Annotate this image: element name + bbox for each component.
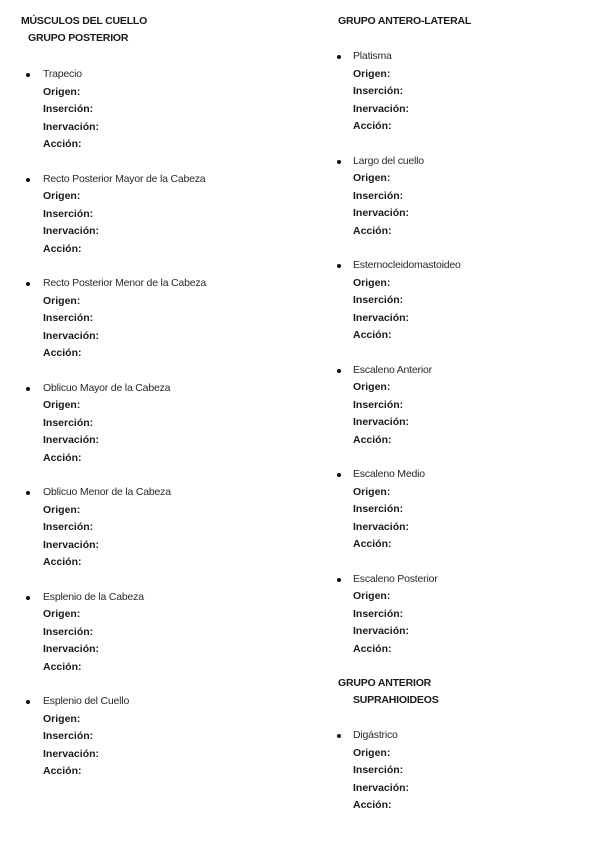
insertion-label: Inserción: (43, 521, 94, 533)
bullet-icon (26, 73, 30, 77)
muscle-name: Esternocleidomastoideo (353, 259, 461, 271)
insertion-label: Inserción: (353, 764, 404, 776)
innervation-label: Inervación: (43, 747, 100, 760)
innervation-label: Inervación: (353, 311, 410, 324)
bullet-icon (26, 491, 30, 495)
muscle-name: Trapecio (43, 68, 82, 80)
origin-label: Origen: (43, 712, 81, 725)
action-label: Acción: (353, 224, 392, 237)
innervation-label: Inervación: (353, 207, 410, 219)
origin-label: Origen: (353, 276, 391, 289)
innervation-label: Inervación: (353, 416, 410, 428)
insertion-label: Inserción: (353, 294, 404, 306)
bullet-icon (337, 578, 341, 582)
action-label: Acción: (43, 451, 82, 464)
muscle-name: Esplenio del Cuello (43, 695, 130, 707)
muscle-name: Digástrico (353, 729, 398, 741)
innervation-label: Inervación: (43, 643, 100, 655)
muscle-name: Recto Posterior Menor de la Cabeza (43, 277, 207, 289)
action-label: Acción: (43, 242, 82, 255)
innervation-label: Inervación: (353, 102, 410, 115)
muscle-name: Escaleno Posterior (353, 572, 438, 585)
action-label: Acción: (43, 765, 82, 777)
action-label: Acción: (43, 138, 82, 150)
action-label: Acción: (353, 642, 392, 655)
insertion-label: Inserción: (43, 416, 94, 429)
group-anterior-title: GRUPO ANTERIOR (338, 677, 432, 689)
bullet-icon (26, 178, 30, 182)
bullet-icon (337, 734, 341, 738)
origin-label: Origen: (353, 590, 391, 602)
group-antero-lateral-title: GRUPO ANTERO-LATERAL (338, 15, 472, 27)
insertion-label: Inserción: (43, 312, 94, 324)
action-label: Acción: (353, 538, 392, 550)
origin-label: Origen: (353, 485, 391, 498)
action-label: Acción: (353, 329, 392, 341)
page-title: MÚSCULOS DEL CUELLO (21, 15, 148, 27)
bullet-icon (26, 387, 30, 391)
origin-label: Origen: (43, 399, 81, 411)
insertion-label: Inserción: (353, 503, 404, 515)
innervation-label: Inervación: (43, 434, 100, 446)
muscle-name: Escaleno Medio (353, 468, 425, 480)
action-label: Acción: (353, 433, 392, 446)
origin-label: Origen: (353, 381, 391, 393)
insertion-label: Inserción: (43, 207, 94, 220)
action-label: Acción: (43, 556, 82, 568)
insertion-label: Inserción: (353, 85, 404, 97)
insertion-label: Inserción: (353, 607, 404, 620)
origin-label: Origen: (353, 746, 391, 759)
bullet-icon (337, 369, 341, 373)
muscle-name: Escaleno Anterior (353, 363, 432, 376)
bullet-icon (337, 55, 341, 59)
insertion-label: Inserción: (353, 398, 404, 411)
innervation-label: Inervación: (353, 520, 410, 533)
insertion-label: Inserción: (43, 730, 94, 742)
innervation-label: Inervación: (43, 120, 100, 133)
muscle-name: Largo del cuello (353, 154, 424, 167)
origin-label: Origen: (43, 294, 81, 307)
origin-label: Origen: (353, 172, 391, 184)
origin-label: Origen: (43, 503, 81, 516)
muscle-name: Oblicuo Mayor de la Cabeza (43, 381, 171, 394)
group-posterior-title: GRUPO POSTERIOR (28, 32, 129, 44)
muscle-name: Recto Posterior Mayor de la Cabeza (43, 172, 206, 185)
bullet-icon (337, 160, 341, 164)
innervation-label: Inervación: (43, 225, 100, 237)
action-label: Acción: (353, 120, 392, 132)
bullet-icon (26, 596, 30, 600)
muscle-name: Esplenio de la Cabeza (43, 590, 144, 603)
insertion-label: Inserción: (43, 625, 94, 638)
innervation-label: Inervación: (43, 538, 100, 551)
suprahioideos-subtitle: SUPRAHIOIDEOS (353, 694, 439, 706)
innervation-label: Inervación: (353, 625, 410, 637)
bullet-icon (337, 473, 341, 477)
innervation-label: Inervación: (353, 781, 410, 794)
origin-label: Origen: (43, 190, 81, 202)
insertion-label: Inserción: (43, 103, 94, 115)
origin-label: Origen: (353, 67, 391, 80)
muscle-name: Oblicuo Menor de la Cabeza (43, 486, 171, 498)
origin-label: Origen: (43, 608, 81, 620)
bullet-icon (26, 700, 30, 704)
muscle-name: Platisma (353, 50, 392, 62)
bullet-icon (337, 264, 341, 268)
origin-label: Origen: (43, 85, 81, 98)
insertion-label: Inserción: (353, 189, 404, 202)
innervation-label: Inervación: (43, 329, 100, 342)
bullet-icon (26, 282, 30, 286)
action-label: Acción: (43, 347, 82, 359)
action-label: Acción: (353, 799, 392, 811)
action-label: Acción: (43, 660, 82, 673)
